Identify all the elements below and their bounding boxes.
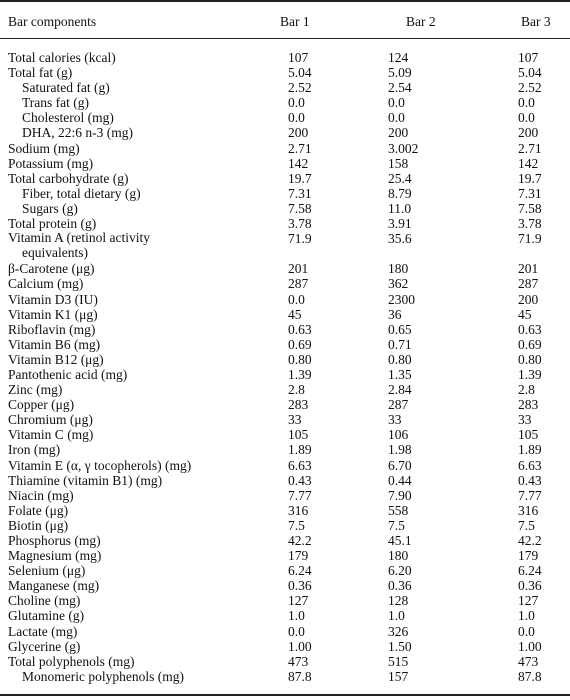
cell-bar-1: 201 xyxy=(288,261,309,277)
row-label: Riboflavin (mg) xyxy=(8,321,96,337)
row-label: Potassium (mg) xyxy=(8,155,94,171)
header-bar-3: Bar 3 xyxy=(521,14,551,29)
cell-bar-3: 5.04 xyxy=(518,65,542,81)
header-bar-components: Bar components xyxy=(8,14,97,29)
table-row xyxy=(0,488,570,503)
table-row xyxy=(0,337,570,352)
table-row xyxy=(0,654,570,669)
cell-bar-2: 3.002 xyxy=(388,140,419,156)
row-label: Zinc (mg) xyxy=(8,382,63,398)
cell-bar-2: 11.0 xyxy=(388,200,412,216)
cell-bar-3: 2.71 xyxy=(518,140,542,156)
table-row xyxy=(0,427,570,442)
table-row xyxy=(0,50,570,65)
table-row xyxy=(0,125,570,140)
cell-bar-3: 87.8 xyxy=(518,668,542,684)
cell-bar-1: 45 xyxy=(288,306,302,322)
cell-bar-1: 0.36 xyxy=(288,578,312,594)
row-label: Copper (μg) xyxy=(8,397,75,413)
table-row xyxy=(0,352,570,367)
cell-bar-3: 0.0 xyxy=(518,110,535,126)
header-bar-2: Bar 2 xyxy=(406,14,436,29)
cell-bar-3: 200 xyxy=(518,291,539,307)
cell-bar-3: 2.8 xyxy=(518,382,535,398)
table-row xyxy=(0,624,570,639)
row-label: Iron (mg) xyxy=(8,442,61,458)
table-row xyxy=(0,141,570,156)
cell-bar-2: 36 xyxy=(388,306,402,322)
cell-bar-2: 25.4 xyxy=(388,170,412,186)
row-label: Chromium (μg) xyxy=(8,412,93,428)
cell-bar-1: 0.0 xyxy=(288,95,305,111)
cell-bar-2: 200 xyxy=(388,125,409,141)
cell-bar-3: 200 xyxy=(518,125,539,141)
cell-bar-3: 0.43 xyxy=(518,472,542,488)
table-row xyxy=(0,563,570,578)
cell-bar-2: 180 xyxy=(388,548,409,564)
cell-bar-3: 287 xyxy=(518,276,539,292)
cell-bar-3: 473 xyxy=(518,653,539,669)
cell-bar-1: 0.43 xyxy=(288,472,312,488)
row-label: Manganese (mg) xyxy=(8,578,100,594)
cell-bar-1: 33 xyxy=(288,412,302,428)
cell-bar-2: 157 xyxy=(388,668,409,684)
cell-bar-1: 0.0 xyxy=(288,291,305,307)
cell-bar-2: 2300 xyxy=(388,291,415,307)
table-row xyxy=(0,382,570,397)
row-label: Cholesterol (mg) xyxy=(22,110,114,126)
table-row xyxy=(0,261,570,276)
row-label: Trans fat (g) xyxy=(22,95,89,111)
cell-bar-3: 201 xyxy=(518,261,539,277)
row-label: Vitamin K1 (μg) xyxy=(8,306,98,322)
cell-bar-3: 0.69 xyxy=(518,336,542,352)
cell-bar-3: 0.0 xyxy=(518,95,535,111)
cell-bar-1: 105 xyxy=(288,427,309,443)
cell-bar-2: 0.71 xyxy=(388,336,412,352)
cell-bar-3: 0.63 xyxy=(518,321,542,337)
table-row xyxy=(0,186,570,201)
cell-bar-3: 7.31 xyxy=(518,185,542,201)
table-row xyxy=(0,473,570,488)
cell-bar-2: 0.80 xyxy=(388,351,412,367)
table-row xyxy=(0,518,570,533)
table-row xyxy=(0,442,570,457)
row-label: Sodium (mg) xyxy=(8,140,80,156)
cell-bar-3: 19.7 xyxy=(518,170,542,186)
cell-bar-1: 0.69 xyxy=(288,336,312,352)
table-row xyxy=(0,231,570,261)
row-label: Total protein (g) xyxy=(8,216,97,232)
cell-bar-1: 107 xyxy=(288,50,309,65)
cell-bar-2: 5.09 xyxy=(388,65,412,81)
cell-bar-3: 42.2 xyxy=(518,533,542,548)
row-label: Total carbohydrate (g) xyxy=(8,170,129,186)
table-row xyxy=(0,608,570,623)
cell-bar-1: 7.31 xyxy=(288,185,312,201)
cell-bar-2: 7.5 xyxy=(388,517,405,533)
row-label: Magnesium (mg) xyxy=(8,548,102,564)
cell-bar-1: 87.8 xyxy=(288,668,312,684)
cell-bar-1: 1.39 xyxy=(288,366,312,382)
cell-bar-1: 6.24 xyxy=(288,563,312,579)
cell-bar-2: 33 xyxy=(388,412,402,428)
cell-bar-1: 0.80 xyxy=(288,351,312,367)
cell-bar-3: 283 xyxy=(518,397,539,413)
cell-bar-1: 1.00 xyxy=(288,638,312,654)
row-label: Calcium (mg) xyxy=(8,276,84,292)
row-label-line-1: Vitamin A (retinol activity xyxy=(8,230,151,246)
cell-bar-1: 2.52 xyxy=(288,80,312,96)
table-row xyxy=(0,110,570,125)
cell-bar-2: 558 xyxy=(388,502,409,518)
cell-bar-2: 8.79 xyxy=(388,185,412,201)
row-label: Sugars (g) xyxy=(22,200,78,216)
cell-bar-3: 7.5 xyxy=(518,517,535,533)
row-label: Total fat (g) xyxy=(8,65,73,81)
cell-bar-3: 316 xyxy=(518,502,539,518)
cell-bar-1: 3.78 xyxy=(288,216,312,232)
cell-bar-1: 473 xyxy=(288,653,309,669)
row-label: Vitamin B12 (μg) xyxy=(8,351,104,367)
table-body xyxy=(0,50,570,684)
table-row xyxy=(0,458,570,473)
cell-bar-3: 1.00 xyxy=(518,638,542,654)
cell-bar-2: 106 xyxy=(388,427,409,443)
cell-bar-1: 283 xyxy=(288,397,309,413)
cell-bar-3: 6.24 xyxy=(518,563,542,579)
cell-bar-3: 3.78 xyxy=(518,216,542,232)
table-row xyxy=(0,533,570,548)
cell-bar-2: 0.44 xyxy=(388,472,412,488)
cell-bar-3: 2.52 xyxy=(518,80,542,96)
cell-bar-2: 180 xyxy=(388,261,409,277)
header-bar-1: Bar 1 xyxy=(280,14,310,29)
table-row xyxy=(0,171,570,186)
cell-bar-3: 7.77 xyxy=(518,487,542,503)
cell-bar-1: 6.63 xyxy=(288,457,312,473)
cell-bar-2: 128 xyxy=(388,593,409,609)
cell-bar-3: 0.0 xyxy=(518,623,535,639)
cell-bar-3: 7.58 xyxy=(518,200,542,216)
cell-bar-1: 0.0 xyxy=(288,623,305,639)
table-row xyxy=(0,95,570,110)
cell-bar-1: 1.0 xyxy=(288,608,305,624)
cell-bar-3: 1.39 xyxy=(518,366,542,382)
cell-bar-1: 7.58 xyxy=(288,200,312,216)
table-row xyxy=(0,276,570,291)
cell-bar-2: 35.6 xyxy=(388,231,412,247)
cell-bar-3: 179 xyxy=(518,548,539,564)
cell-bar-1: 7.77 xyxy=(288,487,312,503)
table-row xyxy=(0,578,570,593)
row-label: Phosphorus (mg) xyxy=(8,533,101,548)
cell-bar-1: 2.71 xyxy=(288,140,312,156)
row-label: Selenium (μg) xyxy=(8,563,86,579)
cell-bar-1: 127 xyxy=(288,593,309,609)
cell-bar-3: 71.9 xyxy=(518,231,542,247)
row-label: Thiamine (vitamin B1) (mg) xyxy=(8,472,163,488)
row-label: Glycerine (g) xyxy=(8,638,81,654)
row-label-line-2: equivalents) xyxy=(22,244,88,260)
cell-bar-1: 71.9 xyxy=(288,231,312,247)
cell-bar-1: 0.0 xyxy=(288,110,305,126)
table-row xyxy=(0,669,570,684)
row-label: Niacin (mg) xyxy=(8,487,74,503)
cell-bar-2: 515 xyxy=(388,653,409,669)
table-row xyxy=(0,322,570,337)
cell-bar-3: 107 xyxy=(518,50,539,65)
cell-bar-1: 19.7 xyxy=(288,170,312,186)
table-row xyxy=(0,307,570,322)
row-label: Glutamine (g) xyxy=(8,608,85,624)
row-label: Lactate (mg) xyxy=(8,623,78,639)
row-label: Monomeric polyphenols (mg) xyxy=(22,668,184,684)
cell-bar-2: 1.50 xyxy=(388,638,412,654)
row-label: Fiber, total dietary (g) xyxy=(22,185,141,201)
table-row xyxy=(0,156,570,171)
cell-bar-1: 316 xyxy=(288,502,309,518)
cell-bar-1: 5.04 xyxy=(288,65,312,81)
cell-bar-2: 0.0 xyxy=(388,110,405,126)
row-label: Pantothenic acid (mg) xyxy=(8,366,128,382)
row-label: Folate (μg) xyxy=(8,502,69,518)
cell-bar-1: 42.2 xyxy=(288,533,312,548)
row-label: Saturated fat (g) xyxy=(22,80,110,96)
cell-bar-2: 1.0 xyxy=(388,608,405,624)
cell-bar-2: 158 xyxy=(388,155,409,171)
cell-bar-2: 1.35 xyxy=(388,366,412,382)
cell-bar-3: 6.63 xyxy=(518,457,542,473)
row-label: Total calories (kcal) xyxy=(8,50,116,65)
cell-bar-2: 3.91 xyxy=(388,216,412,232)
cell-bar-1: 179 xyxy=(288,548,309,564)
table-row xyxy=(0,593,570,608)
cell-bar-2: 45.1 xyxy=(388,533,412,548)
cell-bar-3: 0.80 xyxy=(518,351,542,367)
cell-bar-2: 124 xyxy=(388,50,409,65)
cell-bar-2: 2.84 xyxy=(388,382,412,398)
cell-bar-3: 127 xyxy=(518,593,539,609)
cell-bar-2: 6.70 xyxy=(388,457,412,473)
row-label: Vitamin E (α, γ tocopherols) (mg) xyxy=(8,457,192,473)
cell-bar-1: 142 xyxy=(288,155,309,171)
cell-bar-2: 1.98 xyxy=(388,442,412,458)
cell-bar-3: 142 xyxy=(518,155,539,171)
row-label: Vitamin B6 (mg) xyxy=(8,336,101,352)
row-label: DHA, 22:6 n-3 (mg) xyxy=(22,125,133,141)
table-bottom-rule xyxy=(0,694,570,696)
cell-bar-3: 105 xyxy=(518,427,539,443)
row-label xyxy=(8,231,258,260)
row-label: Vitamin D3 (IU) xyxy=(8,291,98,307)
cell-bar-2: 2.54 xyxy=(388,80,412,96)
cell-bar-3: 0.36 xyxy=(518,578,542,594)
table-row xyxy=(0,412,570,427)
cell-bar-1: 7.5 xyxy=(288,517,305,533)
cell-bar-2: 362 xyxy=(388,276,409,292)
row-label: Choline (mg) xyxy=(8,593,81,609)
table-row xyxy=(0,65,570,80)
cell-bar-1: 287 xyxy=(288,276,309,292)
table-row xyxy=(0,292,570,307)
cell-bar-2: 326 xyxy=(388,623,409,639)
cell-bar-2: 287 xyxy=(388,397,409,413)
table-row xyxy=(0,201,570,216)
table-header xyxy=(0,14,570,34)
table-row xyxy=(0,367,570,382)
cell-bar-1: 2.8 xyxy=(288,382,305,398)
table-row xyxy=(0,548,570,563)
table-row xyxy=(0,397,570,412)
table-row xyxy=(0,80,570,95)
cell-bar-3: 1.89 xyxy=(518,442,542,458)
cell-bar-3: 1.0 xyxy=(518,608,535,624)
row-label: Vitamin C (mg) xyxy=(8,427,94,443)
cell-bar-2: 0.0 xyxy=(388,95,405,111)
cell-bar-2: 7.90 xyxy=(388,487,412,503)
row-label: Biotin (μg) xyxy=(8,517,69,533)
table-row xyxy=(0,639,570,654)
cell-bar-3: 45 xyxy=(518,306,532,322)
cell-bar-2: 0.65 xyxy=(388,321,412,337)
cell-bar-2: 6.20 xyxy=(388,563,412,579)
table-top-rule xyxy=(0,0,570,2)
cell-bar-1: 1.89 xyxy=(288,442,312,458)
row-label: Total polyphenols (mg) xyxy=(8,653,135,669)
table-row xyxy=(0,216,570,231)
cell-bar-1: 200 xyxy=(288,125,309,141)
table-header-rule xyxy=(0,38,570,39)
cell-bar-2: 0.36 xyxy=(388,578,412,594)
row-label: β-Carotene (μg) xyxy=(8,261,95,277)
cell-bar-1: 0.63 xyxy=(288,321,312,337)
table-row xyxy=(0,503,570,518)
cell-bar-3: 33 xyxy=(518,412,532,428)
